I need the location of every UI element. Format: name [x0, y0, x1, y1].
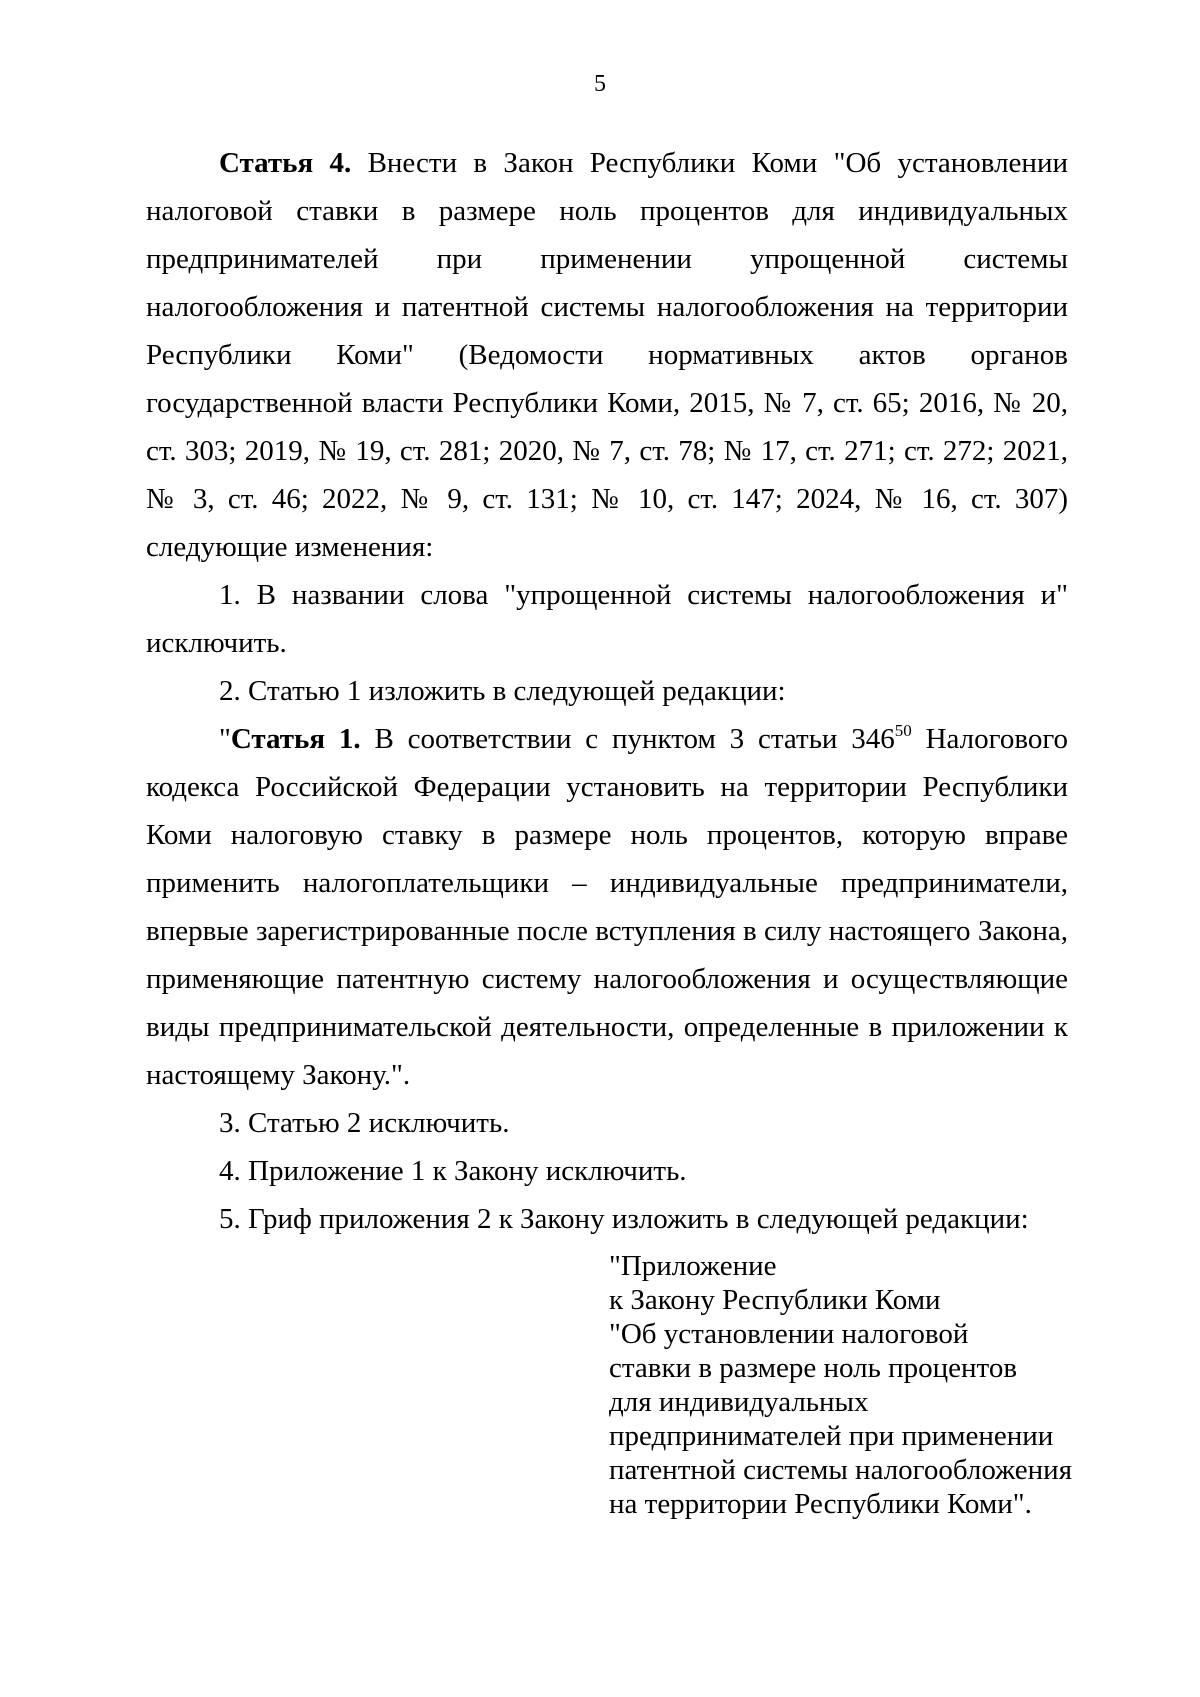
quoted-article-text-start: В соответствии с пунктом 3 статьи 346 [360, 723, 895, 755]
article-number-superscript: 50 [894, 721, 912, 740]
appendix-stamp-line: ставки в размере ноль процентов [609, 1352, 1018, 1384]
appendix-stamp-line: патентной системы налогообложения [609, 1454, 1073, 1486]
amendment-item-4: 4. Приложение 1 к Закону исключить. [219, 1155, 687, 1187]
appendix-stamp-line: "Об установлении налоговой [609, 1318, 969, 1350]
article-4-intro-text: Внести в Закон Республики Коми "Об установлении налоговой ставки в размере ноль процентов для индивидуальных предпринимателей при применении упрощенной системы налогообложения и патентной системы налогообложения на территории Республики Коми" (Ведомости нормативных актов органов государственной власти Республики Коми, 2015, № 7, ст. 65; 2016, № 20, ст. 303; 2019, № 19, ст. 281; 2020, № 7, ст. 78; № 17, ст. 271; ст. 272; 2021, № 3, ст. 46; 2022, № 9, ст. 131; № 10, ст. 147; 2024, № 16, ст. 307) следующие изменения: [146, 147, 1068, 563]
quoted-article-open-quote: " [219, 723, 231, 755]
document-body [146, 139, 1068, 1243]
amendment-item-3: 3. Статью 2 исключить. [219, 1107, 510, 1139]
appendix-stamp [609, 1249, 1079, 1521]
page-number: 5 [594, 71, 606, 97]
appendix-stamp-line: "Приложение [609, 1250, 777, 1282]
quoted-article-heading: Статья 1. [230, 723, 361, 755]
amendment-item-2: 2. Статью 1 изложить в следующей редакции: [219, 675, 786, 707]
article-4-intro [146, 139, 1068, 571]
quoted-article-1 [146, 715, 1068, 1099]
quoted-article-text-end: Налогового кодекса Российской Федерации установить на территории Республики Коми налоговую ставку в размере ноль процентов, которую вправе применить налогоплательщики – индивидуальные предприниматели, впервые зарегистрированные после вступления в силу настоящего Закона, применяющие патентную систему налогообложения и осуществляющие виды предпринимательской деятельности, определенные в приложении к настоящему Закону.". [146, 723, 1068, 1091]
appendix-stamp-line: для индивидуальных [609, 1386, 869, 1418]
appendix-stamp-line: к Закону Республики Коми [609, 1284, 941, 1316]
amendment-item-5: 5. Гриф приложения 2 к Закону изложить в следующей редакции: [219, 1203, 1029, 1235]
article-4-heading: Статья 4. [219, 147, 352, 179]
appendix-stamp-line: предпринимателей при применении [609, 1420, 1054, 1452]
appendix-stamp-line: на территории Республики Коми". [609, 1488, 1032, 1520]
amendment-item-1: 1. В названии слова "упрощенной системы налогообложения и" исключить. [146, 579, 1068, 659]
